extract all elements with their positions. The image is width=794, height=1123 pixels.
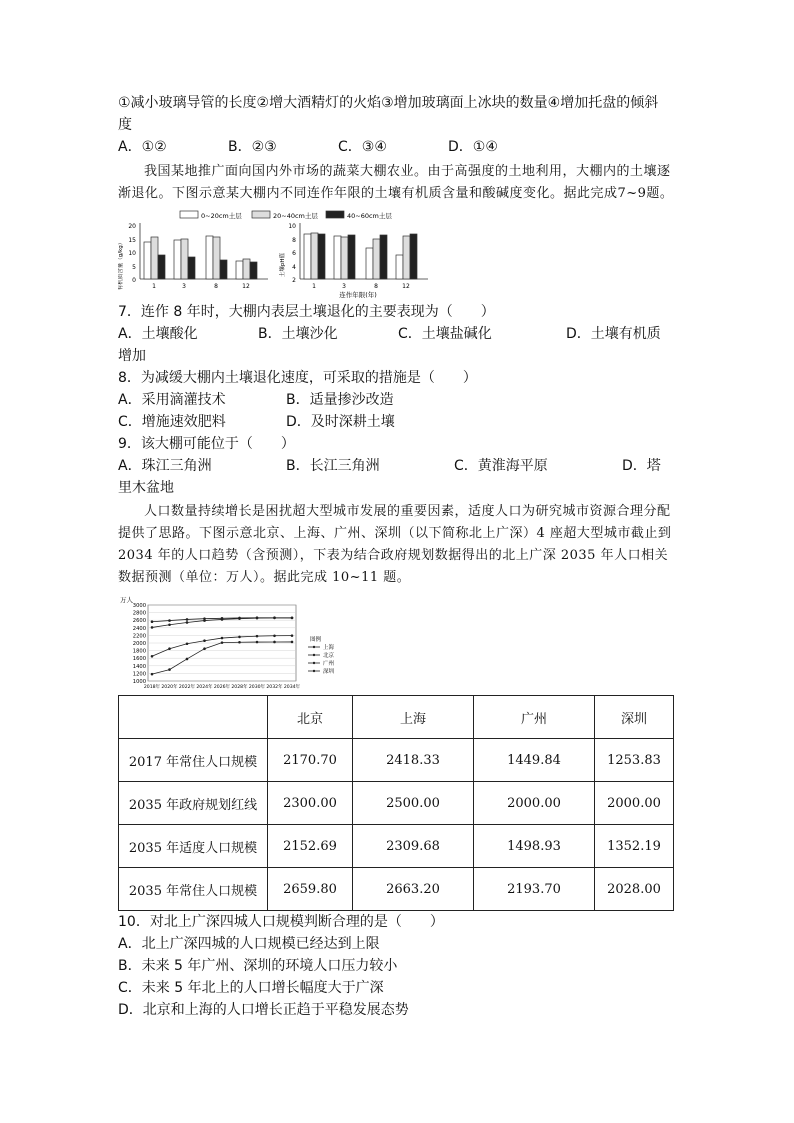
y-tick-label: 2600: [132, 618, 146, 625]
legend-marker: [313, 670, 315, 672]
row-label: 2017 年常住人口规模: [119, 739, 268, 782]
q9-option-b[interactable]: B．长江三角洲: [286, 458, 380, 474]
table-header-beijing: 北京: [268, 696, 353, 739]
q9-option-d-cont: 里木盆地: [118, 480, 174, 496]
y-tick-label: 1800: [132, 648, 146, 655]
table-header-corner: [119, 696, 268, 739]
legend-marker: [313, 646, 315, 648]
x-tick-label: 2028年: [231, 685, 248, 690]
soil-chart: [118, 209, 438, 299]
q9-option-a[interactable]: A．珠江三角洲: [118, 458, 212, 474]
q6-stem-line2: 度: [118, 117, 132, 133]
data-point: [273, 634, 276, 637]
svg-text:4: 4: [292, 264, 296, 271]
svg-text:20: 20: [128, 223, 136, 230]
table-cell: 2170.70: [268, 739, 353, 782]
q10-option-d[interactable]: D．北京和上海的人口增长正趋于平稳发展态势: [118, 1002, 409, 1018]
svg-text:5: 5: [132, 264, 136, 271]
legend-label: 广州: [323, 661, 335, 667]
x-tick-label: 2026年: [213, 685, 231, 690]
page-content: [118, 92, 678, 1021]
x-tick-label: 2022年: [178, 685, 196, 690]
table-row: [119, 739, 674, 782]
q9-option-d[interactable]: D．塔: [622, 458, 661, 474]
y-tick-label: 3000: [132, 603, 146, 609]
passage-soil: 我国某地推广面向国内外市场的蔬菜大棚农业。由于高强度的土地利用，大棚内的土壤逐渐退化。下图示意某大棚内不同连作年限的土壤有机质含量和酸碱度变化。据此完成7~9题。: [118, 164, 674, 201]
q8-option-b[interactable]: B．适量掺沙改造: [286, 392, 394, 408]
data-point: [291, 617, 294, 620]
row-label: 2035 年适度人口规模: [119, 825, 268, 868]
population-table: [118, 695, 674, 911]
data-point: [186, 642, 189, 645]
legend-label-20-40: 20~40cm土层: [273, 212, 318, 220]
data-point: [291, 641, 294, 644]
q9-options: [118, 455, 678, 477]
data-point: [238, 641, 241, 644]
y-tick-label: 2200: [132, 633, 146, 640]
data-point: [186, 618, 189, 621]
table-header-guangzhou: 广州: [474, 696, 595, 739]
table-cell: 2000.00: [474, 782, 595, 825]
svg-text:10: 10: [288, 223, 296, 230]
q6-option-d[interactable]: D．①④: [448, 139, 498, 155]
table-row: [119, 782, 674, 825]
y-tick-label: 1400: [132, 663, 146, 670]
q8-options-row2: [118, 411, 678, 433]
population-ylabel: 万人: [120, 596, 133, 604]
table-cell: 2300.00: [268, 782, 353, 825]
y-tick-label: 1200: [132, 671, 146, 678]
svg-text:12: 12: [402, 283, 410, 290]
left-ylabel: 有机质含量（g/kg）: [118, 239, 124, 291]
data-point: [256, 635, 259, 638]
q7-option-c[interactable]: C．土壤盐碱化: [398, 326, 492, 342]
data-point: [238, 617, 241, 620]
q10-stem: 10．对北上广深四城人口规模判断合理的是（ ）: [118, 914, 444, 930]
data-point: [238, 636, 241, 639]
table-cell: 2663.20: [353, 868, 474, 911]
svg-text:8: 8: [374, 283, 378, 290]
y-tick-label: 2400: [132, 625, 146, 632]
svg-text:1: 1: [312, 283, 316, 290]
data-point: [291, 634, 294, 637]
legend-marker: [313, 654, 315, 656]
legend-label: 深圳: [323, 669, 335, 675]
data-point: [221, 641, 224, 644]
x-tick-label: 2020年: [161, 685, 178, 690]
data-point: [221, 637, 224, 640]
q8-stem: 8．为减缓大棚内土壤退化速度，可采取的措施是（ ）: [118, 370, 477, 386]
q6-option-b[interactable]: B．②③: [228, 139, 277, 155]
svg-text:15: 15: [128, 237, 136, 244]
data-point: [256, 641, 259, 644]
q8-option-c[interactable]: C．增施速效肥料: [118, 414, 226, 430]
x-tick-label: 2034年: [283, 685, 301, 690]
data-point: [186, 658, 189, 661]
y-tick-label: 2800: [132, 610, 146, 617]
table-header-shenzhen: 深圳: [595, 696, 674, 739]
data-point: [203, 639, 206, 642]
q7-stem: 7．连作 8 年时，大棚内表层土壤退化的主要表现为（ ）: [118, 304, 495, 320]
data-point: [221, 618, 224, 621]
q9-stem: 9．该大棚可能位于（ ）: [118, 436, 295, 452]
legend-swatch-40-60: [326, 211, 344, 218]
data-point: [151, 673, 154, 676]
q7-option-a[interactable]: A．土壤酸化: [118, 326, 198, 342]
table-cell: 2500.00: [353, 782, 474, 825]
table-cell: 1352.19: [595, 825, 674, 868]
data-point: [256, 617, 259, 620]
data-point: [151, 626, 154, 629]
table-cell: 2028.00: [595, 868, 674, 911]
x-tick-label: 2024年: [196, 685, 213, 690]
table-row: [119, 868, 674, 911]
q7-option-d-cont: 增加: [118, 348, 146, 364]
legend-label-40-60: 40~60cm土层: [347, 212, 392, 220]
table-header-shanghai: 上海: [353, 696, 474, 739]
q6-options: [118, 136, 678, 158]
data-point: [273, 641, 276, 644]
table-cell: 1498.93: [474, 825, 595, 868]
table-header-row: [119, 696, 674, 739]
svg-text:8: 8: [292, 237, 296, 244]
soil-xlabel: 连作年限(年): [339, 291, 377, 299]
data-point: [186, 621, 189, 624]
legend-label-0-20: 0~20cm土层: [201, 212, 242, 220]
q10-option-b[interactable]: B．未来 5 年广州、深圳的环境人口压力较小: [118, 958, 398, 974]
data-point: [151, 620, 154, 623]
q7-option-b[interactable]: B．土壤沙化: [258, 326, 338, 342]
x-tick-label: 2018年: [143, 685, 161, 690]
data-point: [203, 619, 206, 622]
data-point: [168, 668, 171, 671]
table-cell: 2659.80: [268, 868, 353, 911]
q10-option-a[interactable]: A．北上广深四城的人口规模已经达到上限: [118, 936, 380, 952]
q8-option-d[interactable]: D．及时深耕土壤: [286, 414, 395, 430]
q10-option-c[interactable]: C．未来 5 年北上的人口增长幅度大于广深: [118, 980, 384, 996]
q9-option-c[interactable]: C．黄淮海平原: [454, 458, 548, 474]
svg-text:3: 3: [342, 283, 346, 290]
legend-swatch-20-40: [252, 211, 270, 218]
legend-swatch-0-20: [180, 211, 198, 218]
right-ylabel: 土壤pH值: [280, 252, 286, 278]
table-cell: 1253.83: [595, 739, 674, 782]
data-point: [168, 647, 171, 650]
q6-option-c[interactable]: C．③④: [338, 139, 387, 155]
svg-text:3: 3: [182, 283, 186, 290]
passage-population: 人口数量持续增长是困扰超大型城市发展的重要因素，适度人口为研究城市资源合理分配提供了思路。下图示意北京、上海、广州、深圳（以下简称北上广深）4 座超大型城市截止到 2034 年的人口趋势（含预测），下表为结合政府规划数据得出的北上广深 2035 年人口相关数据预测（单位：万人）。据此完成 10~11 题。: [118, 504, 672, 585]
data-point: [168, 623, 171, 626]
svg-text:10: 10: [128, 250, 136, 257]
soil-figure: [118, 209, 678, 299]
x-tick-label: 2030年: [248, 685, 266, 690]
q8-options-row1: [118, 389, 678, 411]
q7-options: [118, 323, 678, 345]
x-tick-label: 2032年: [266, 685, 283, 690]
table-cell: 2000.00: [595, 782, 674, 825]
data-point: [203, 647, 206, 650]
y-tick-label: 1000: [132, 679, 146, 685]
q8-option-a[interactable]: A．采用滴灌技术: [118, 392, 226, 408]
table-cell: 1449.84: [474, 739, 595, 782]
row-label: 2035 年政府规划红线: [119, 782, 268, 825]
data-point: [168, 619, 171, 622]
q7-option-d[interactable]: D．土壤有机质: [566, 326, 661, 342]
row-label: 2035 年常住人口规模: [119, 868, 268, 911]
table-cell: 2193.70: [474, 868, 595, 911]
table-cell: 2418.33: [353, 739, 474, 782]
svg-text:0: 0: [132, 277, 136, 284]
table-row: [119, 825, 674, 868]
y-tick-label: 2000: [132, 641, 146, 647]
data-point: [273, 617, 276, 620]
svg-text:8: 8: [214, 283, 218, 290]
table-cell: 2152.69: [268, 825, 353, 868]
q6-option-a[interactable]: A．①②: [118, 139, 167, 155]
population-figure: [118, 595, 678, 693]
data-point: [151, 655, 154, 658]
table-cell: 2309.68: [353, 825, 474, 868]
legend-label: 北京: [323, 653, 335, 659]
population-chart: [118, 595, 358, 693]
q6-stem-line1: ①减小玻璃导管的长度②增大酒精灯的火焰③增加玻璃面上冰块的数量④增加托盘的倾斜: [118, 95, 659, 111]
legend-title: 图例: [310, 637, 322, 643]
y-tick-label: 1600: [132, 656, 146, 663]
svg-text:2: 2: [292, 277, 296, 284]
svg-text:1: 1: [152, 283, 156, 290]
svg-text:12: 12: [242, 283, 250, 290]
legend-label: 上海: [323, 645, 335, 651]
svg-text:6: 6: [292, 250, 296, 257]
legend-marker: [313, 662, 315, 664]
